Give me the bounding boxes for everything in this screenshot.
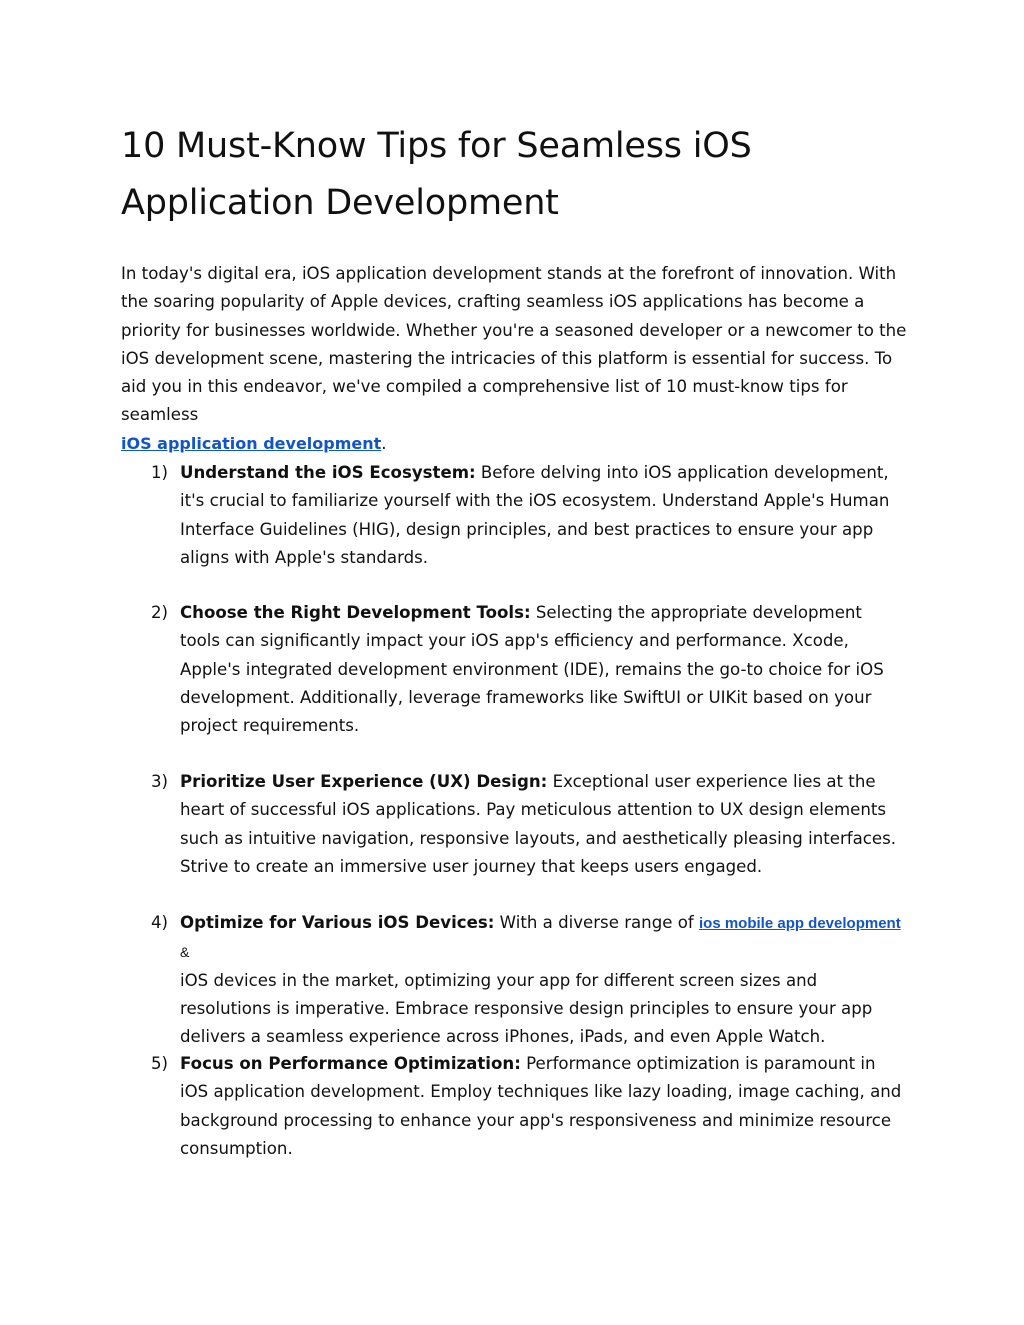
ios-mobile-app-development-link[interactable]: ios mobile app development	[699, 915, 901, 932]
tip-body	[180, 1050, 905, 1163]
tip-heading: Understand the iOS Ecosystem:	[180, 463, 476, 482]
tip-text: Performance optimization is paramount in iOS application development. Employ techniques like lazy loading, image caching, and background processing to enhance your app's responsiveness and minimize resource consumption.	[180, 1054, 902, 1158]
tip-text: Selecting the appropriate development tools can significantly impact your iOS app's efficiency and performance. Xcode, Apple's integrated development environment (IDE), remains the go-to choice for iOS development. Additionally, leverage frameworks like SwiftUI or UIKit based on your project requirements.	[180, 603, 884, 736]
ampersand: &	[180, 944, 190, 961]
tip-number: 5)	[151, 1054, 169, 1073]
tip-body	[180, 909, 905, 1051]
tip-body	[180, 599, 905, 740]
tip-number: 1)	[151, 463, 169, 482]
intro-text: In today's digital era, iOS application development stands at the forefront of innovation. With the soaring popularity of Apple devices, crafting seamless iOS applications has become a priority for businesses worldwide. Whether you're a seasoned developer or a newcomer to the iOS development scene, mastering the intricacies of this platform is essential for success. To aid you in this endeavor, we've compiled a comprehensive list of 10 must-know tips for seamless	[121, 264, 907, 425]
tip-heading: Prioritize User Experience (UX) Design:	[180, 772, 548, 791]
intro-end: .	[381, 433, 387, 453]
tip-number: 4)	[151, 913, 169, 932]
tip-body	[180, 768, 905, 881]
ios-application-development-link[interactable]: iOS application development	[121, 433, 382, 453]
tip-number: 2)	[151, 603, 169, 622]
tip-text-before: With a diverse range of	[499, 913, 694, 932]
tip-number: 3)	[151, 772, 169, 791]
tip-text: Exceptional user experience lies at the heart of successful iOS applications. Pay meticulous attention to UX design elements such as intuitive navigation, responsive layouts, and aesthetically pleasing interfaces. Strive to create an immersive user journey that keeps users engaged.	[180, 772, 897, 876]
tip-heading: Focus on Performance Optimization:	[180, 1054, 521, 1073]
tip-text: Before delving into iOS application development, it's crucial to familiarize yourself with the iOS ecosystem. Understand Apple's Human Interface Guidelines (HIG), design principles, and best practices to ensure your app aligns with Apple's standards.	[180, 463, 890, 567]
tip-heading: Optimize for Various iOS Devices:	[180, 913, 495, 932]
title-line-2: Application Development	[121, 183, 559, 223]
title-line-1: 10 Must-Know Tips for Seamless iOS	[121, 126, 752, 166]
tip-body	[180, 459, 905, 572]
tip-text-after: iOS devices in the market, optimizing your app for different screen sizes and resolutions is imperative. Embrace responsive design principles to ensure your app delivers a seamless experience across iPhones, iPads, and even Apple Watch.	[180, 970, 873, 1047]
tip-heading: Choose the Right Development Tools:	[180, 603, 531, 622]
